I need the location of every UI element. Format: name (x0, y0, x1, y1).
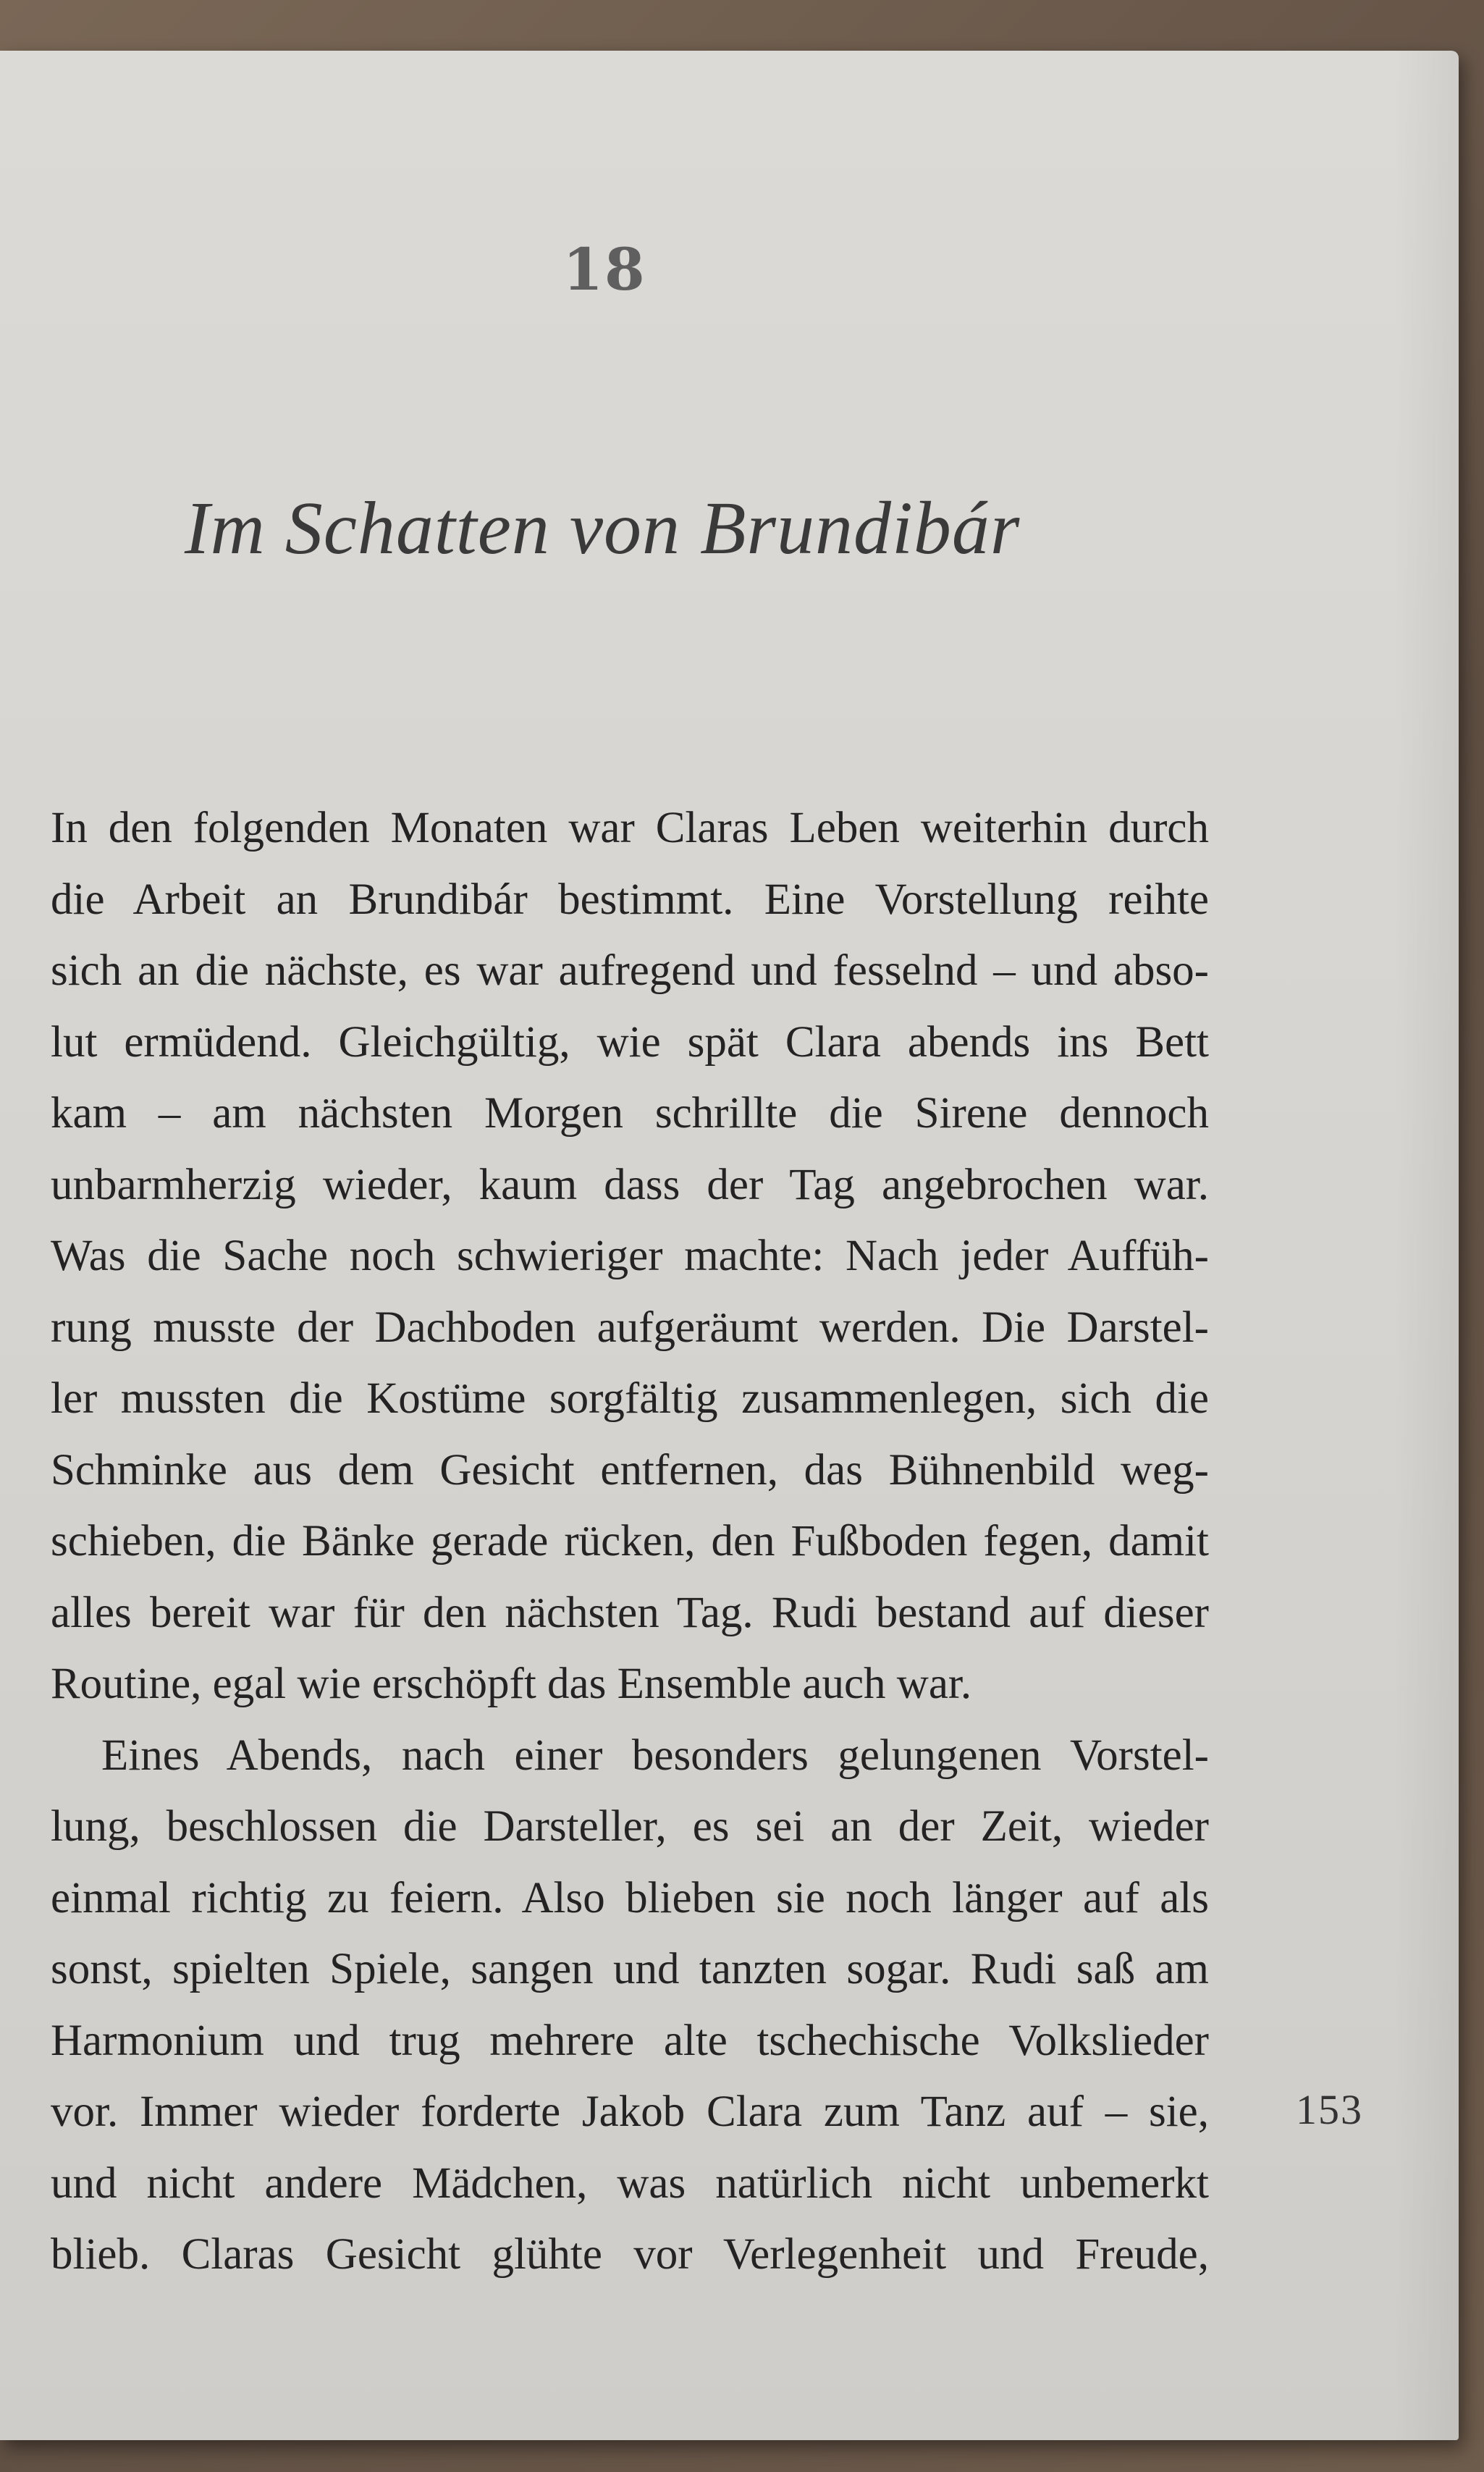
text-line: Eines Abends, nach einer besonders gelungenen Vorstel- (101, 1731, 1209, 1780)
text-line: sich an die nächste, es war aufregend und fesselnd – und abso- (51, 946, 1209, 995)
text-line: alles bereit war für den nächsten Tag. Rudi bestand auf dieser (51, 1588, 1209, 1637)
page-number: 153 (1296, 2086, 1363, 2133)
body-text (51, 793, 1209, 2291)
text-line: Schminke aus dem Gesicht entfernen, das Bühnenbild weg- (51, 1445, 1209, 1494)
text-line: schieben, die Bänke gerade rücken, den Fußboden fegen, damit (51, 1517, 1209, 1565)
text-line: vor. Immer wieder forderte Jakob Clara zum Tanz auf – sie, (51, 2088, 1209, 2136)
text-line: Routine, egal wie erschöpft das Ensemble auch war. (51, 1660, 972, 1708)
chapter-title: Im Schatten von Brundibár (185, 487, 1021, 570)
text-line: sonst, spielten Spiele, sangen und tanzten sogar. Rudi saß am (51, 1945, 1209, 1993)
text-line: Harmonium und trug mehrere alte tschechische Volkslieder (51, 2016, 1209, 2065)
text-line: rung musste der Dachboden aufgeräumt werden. Die Darstel- (51, 1303, 1209, 1352)
chapter-number: 18 (562, 235, 646, 303)
text-line: In den folgenden Monaten war Claras Leben weiterhin durch (51, 804, 1209, 852)
text-line: lut ermüdend. Gleichgültig, wie spät Clara abends ins Bett (51, 1017, 1209, 1067)
text-line: kam – am nächsten Morgen schrillte die Sirene dennoch (51, 1089, 1209, 1138)
text-line: ler mussten die Kostüme sorgfältig zusammenlegen, sich die (51, 1374, 1209, 1423)
text-line: die Arbeit an Brundibár bestimmt. Eine Vorstellung reihte (51, 875, 1209, 924)
text-line: unbarmherzig wieder, kaum dass der Tag angebrochen war. (51, 1160, 1209, 1209)
book-page (0, 51, 1459, 2440)
text-line: und nicht andere Mädchen, was natürlich nicht unbemerkt (51, 2158, 1209, 2208)
text-line: einmal richtig zu feiern. Also blieben sie noch länger auf als (51, 1873, 1209, 1922)
text-line: lung, beschlossen die Darsteller, es sei an der Zeit, wieder (51, 1802, 1209, 1851)
text-line: Was die Sache noch schwieriger machte: Nach jeder Auffüh- (51, 1232, 1209, 1280)
text-line: blieb. Claras Gesicht glühte vor Verlegenheit und Freude, (51, 2230, 1209, 2279)
